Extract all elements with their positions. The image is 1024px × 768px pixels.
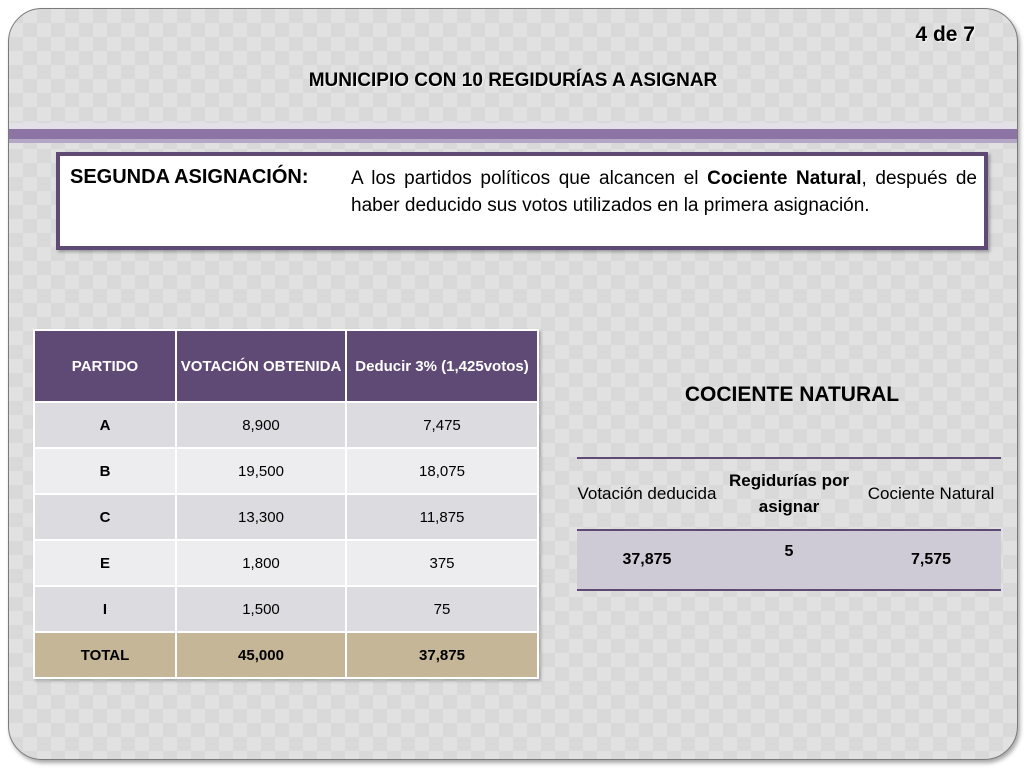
total-votes: 45,000 [176,632,346,678]
cell-deducted: 11,875 [346,494,538,540]
header-votacion-deducida: Votación deducida [577,458,717,530]
header-deducted: Deducir 3% (1,425votos) [346,330,538,402]
value-cociente-natural: 7,575 [861,530,1001,590]
info-box-text [351,165,977,219]
info-box [56,152,988,250]
info-text-bold: Cociente Natural [707,168,862,189]
cell-votes: 19,500 [176,448,346,494]
divider-band [9,129,1017,139]
cell-votes: 13,300 [176,494,346,540]
votes-table [33,329,539,679]
cell-votes: 8,900 [176,402,346,448]
cell-deducted: 375 [346,540,538,586]
cell-votes: 1,800 [176,540,346,586]
total-row [34,632,538,678]
info-text-part: , después de haber deducido sus votos utilizados en la primera asignación. [351,168,977,216]
header-cociente-natural: Cociente Natural [861,458,1001,530]
info-box-label: SEGUNDA ASIGNACIÓN: [70,166,309,188]
table-row [34,540,538,586]
page-number: 4 de 7 [915,23,975,46]
divider-band [9,139,1017,143]
votes-table-header [34,330,538,402]
slide [8,8,1018,760]
cell-party: I [34,586,176,632]
header-votes: VOTACIÓN OBTENIDA [176,330,346,402]
cociente-row [577,530,1001,590]
table-row [34,494,538,540]
header-party: PARTIDO [34,330,176,402]
table-row [34,586,538,632]
total-label: TOTAL [34,632,176,678]
info-text-part: A los partidos políticos que alcancen el [351,168,708,189]
table-row [34,402,538,448]
cell-party: E [34,540,176,586]
total-deducted: 37,875 [346,632,538,678]
cell-deducted: 7,475 [346,402,538,448]
table-row [34,448,538,494]
cell-deducted: 75 [346,586,538,632]
cell-party: A [34,402,176,448]
cell-party: B [34,448,176,494]
header-regidurias: Regidurías por asignar [717,458,861,530]
page-title: MUNICIPIO CON 10 REGIDURÍAS A ASIGNAR [308,70,718,91]
cociente-table [577,457,1001,591]
cell-deducted: 18,075 [346,448,538,494]
cociente-header [577,458,1001,530]
cell-votes: 1,500 [176,586,346,632]
value-votacion-deducida: 37,875 [577,530,717,590]
cell-party: C [34,494,176,540]
value-regidurias: 5 [717,530,861,590]
cociente-title: COCIENTE NATURAL [684,383,900,406]
